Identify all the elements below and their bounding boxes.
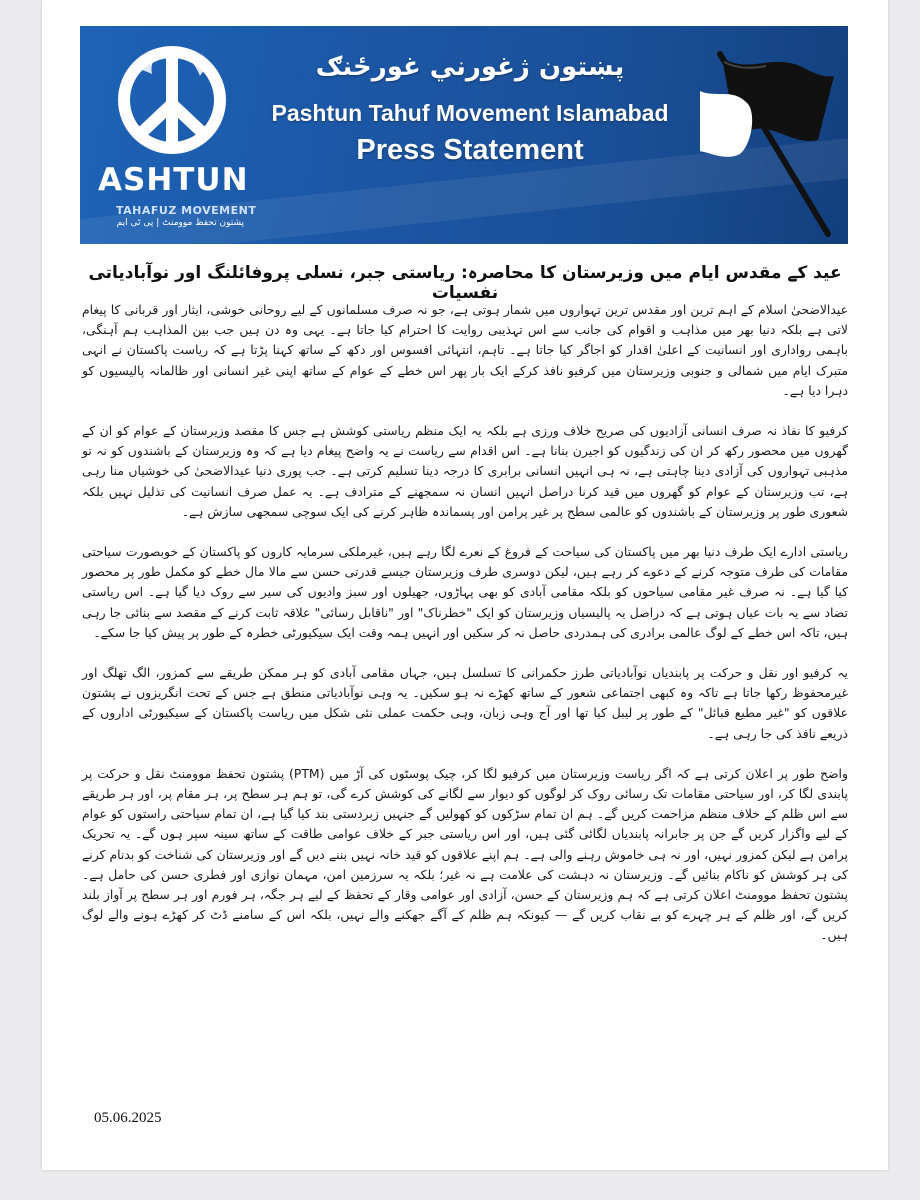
banner-subtitle: Press Statement — [356, 134, 584, 166]
paragraph: ریاستی ادارے ایک طرف دنیا بھر میں پاکستان کی سیاحت کے فروغ کے نعرے لگا رہے ہیں، غیرملکی سرمایہ کاروں کو پاکستان کے خوبصورت سیاحتی مقامات کی طرف متوجہ کرنے کے دعوے کر رہے ہیں، لیکن دوسری طرف وزیرستان جیسے قدرتی حسن سے مالا مال خطے کو مکمل طور پر محصور کیا گیا ہے۔ نہ صرف غیر مقامی سیاحوں کو بلکہ مقامی آبادی کو بھی پہاڑوں، جھیلوں اور سبز وادیوں کی سیر سے روک دیا گیا ہے۔ اس ریاستی تضاد سے یہ بات عیاں ہوتی ہے کہ دراصل یہ پالیسیاں وزیرستان کو ایک "خطرناک" اور "ناقابل رسائی" علاقہ ثابت کرنے کے مقصد سے بنائی جا رہی ہیں، تاکہ اس خطے کے لوگ عالمی برادری کی ہمدردی حاصل نہ کر سکیں اور انہیں ہمہ وقت ایک سیکیورٹی خطرہ کے طور پر پیش کیا جا سکے۔ — [82, 544, 848, 640]
logo-urdu-caption: پشتون تحفظ موومنٹ | پی ٹی ایم — [116, 218, 244, 228]
banner-urdu-title: پښتون ژغورني غورځنګ — [315, 52, 625, 82]
paragraph: عیدالاضحیٰ اسلام کے اہم ترین اور مقدس ترین تہواروں میں شمار ہوتی ہے، جو نہ صرف مسلمانوں کے لیے روحانی خوشی، ایثار اور قربانی کا پیغام لاتی ہے بلکہ دنیا بھر میں مذاہب و اقوام کی جانب سے اس تہذیبی روایت کا احترام کیا جاتا ہے۔ یہی وہ دن ہیں جب بین المذاہب ہم آہنگی، باہمی رواداری اور انسانیت کے اعلیٰ اقدار کو اجاگر کیا جاتا ہے۔ تاہم، انتہائی افسوس اور دکھ کے ساتھ کہنا پڑتا ہے کہ ریاست پاکستان نے انہی متبرک ایام میں شمالی و جنوبی وزیرستان میں کرفیو نافذ کرکے ایک بار پھر اس خطے کے عوام کے ساتھ اپنی غیر انسانی اور ظالمانہ پالیسیوں کو دہرا دیا ہے۔ — [82, 302, 848, 398]
header-banner — [80, 26, 848, 244]
statement-date: 05.06.2025 — [94, 1110, 162, 1126]
flag-icon — [700, 44, 840, 244]
press-statement-page — [42, 0, 888, 1170]
paragraph: کرفیو کا نفاذ نہ صرف انسانی آزادیوں کی صریح خلاف ورزی ہے بلکہ یہ ایک منظم ریاستی کوشش ہے جس کا مقصد وزیرستان کے عوام کو ان کے گھروں میں محصور رکھ کر ان کی زندگیوں کو اجیرن بنانا ہے۔ اس اقدام سے ریاست نے یہ واضح پیغام دیا ہے کہ وہ وزیرستان کے باشندوں کو نہ تو مذہبی تہواروں کی آزادی دینا چاہتی ہے، نہ ہی انہیں انسانی برابری کا درجہ دینا تسلیم کرتی ہے۔ جب پوری دنیا عیدالاضحیٰ کی خوشیاں منا رہی ہے، تب وزیرستان کے عوام کو گھروں میں قید کرنا دراصل انہیں انسان نہ سمجھنے کے مترادف ہے۔ یہ عمل صرف انسانیت کی تذلیل نہیں بلکہ شعوری طور پر وزیرستان کے باشندوں کو عالمی سطح پر غیر پرامن اور پسماندہ ظاہر کرنے کی ایک سوچی سمجھی سازش ہے۔ — [82, 423, 848, 519]
logo-wordmark: ASHTUN — [98, 162, 249, 198]
paragraph: واضح طور پر اعلان کرتی ہے کہ اگر ریاست وزیرستان میں کرفیو لگا کر، چیک پوسٹوں کی آڑ میں (PTM) پشتون تحفظ موومنٹ نقل و حرکت پر پابندی لگا کر، اور سیاحتی مقامات تک رسائی روک کر لوگوں کو دیوار سے لگانے کی کوشش کرے گی، تو ہم ہر سطح پر، ہر مقام پر، اور ہر طریقے سے اس ظلم کے خلاف منظم مزاحمت کریں گے۔ ہم ان تمام سڑکوں کو کھولیں گے جنہیں زبردستی بند کیا گیا ہے، ان تمام سیاحتی راستوں کو عوام کے لیے واگزار کریں گے جن پر جابرانہ پابندیاں لگائی گئی ہیں، اور اس ریاستی جبر کے خلاف عوامی طاقت کے ساتھ سینہ سپر ہوں گے۔ یہ تحریک پرامن ہے لیکن کمزور نہیں، اور نہ ہی خاموش رہنے والی ہے۔ ہم اپنے علاقوں کو قید خانہ نہیں بننے دیں گے اور وزیرستان کی شناخت کو بدنام کرنے کی ہر کوشش کو ناکام بنائیں گے۔ وزیرستان نہ دہشت کی علامت ہے نہ غیر؛ بلکہ یہ سرزمین امن، مہمان نوازی اور فطری حسن کی حامل ہے۔ پشتون تحفظ موومنٹ اعلان کرتی ہے کہ ہم وزیرستان کے حسن، آزادی اور عوامی وقار کے تحفظ کے لیے ہر جگہ، ہر فورم اور ہر سطح پر آواز بلند کریں گے، اور ظلم کے ہر چہرے کو بے نقاب کریں گے — کیونکہ ہم ظلم کے آگے جھکنے والے نہیں، بلکہ اس کے سامنے ڈٹ کر کھڑے ہونے والے لوگ ہیں۔ — [82, 765, 848, 943]
headline: عید کے مقدس ایام میں وزیرستان کا محاصرہ: ریاستی جبر، نسلی پروفائلنگ اور نوآبادیاتی نفسیات — [88, 263, 842, 303]
paragraph: یہ کرفیو اور نقل و حرکت پر پابندیاں نوآبادیاتی طرز حکمرانی کا تسلسل ہیں، جہاں مقامی آبادی کو ہر ممکن طریقے سے کمزور، الگ تھلگ اور غیرمحفوظ رکھا جاتا ہے تاکہ وہ کبھی اجتماعی شعور کے ساتھ کھڑے نہ ہو سکیں۔ یہ وہی نوآبادیاتی منطق ہے جس کے تحت انگریزوں نے پشتون علاقوں کو "غیر مطیع قبائل" کے طور پر لیبل کیا تھا اور آج وہی زبان، وہی حکمت عملی نئی شکل میں ریاست پاکستان کے سیکیورٹی اداروں کے ذریعے نافذ کی جا رہی ہے۔ — [82, 665, 848, 741]
statement-body — [82, 300, 848, 966]
logo-subtitle: TAHAFUZ MOVEMENT — [116, 204, 257, 217]
banner-title: Pashtun Tahuf Movement Islamabad — [271, 100, 669, 126]
